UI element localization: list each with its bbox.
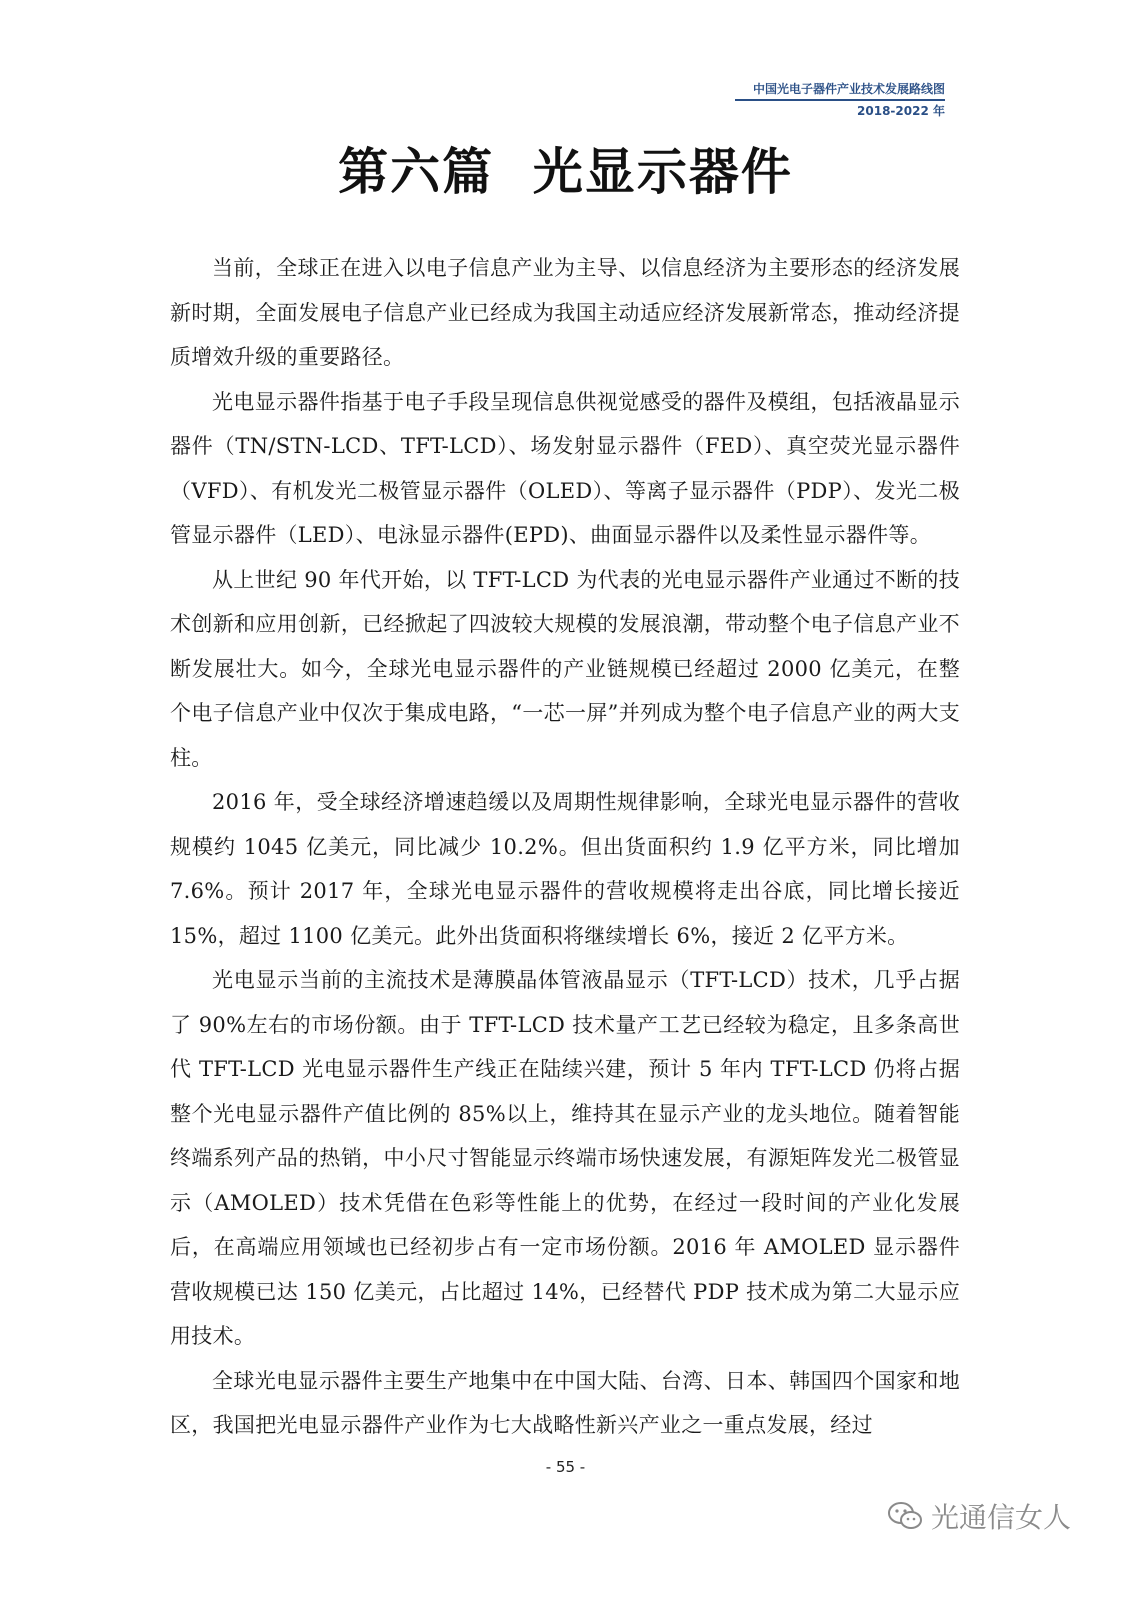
paragraph: 光电显示当前的主流技术是薄膜晶体管液晶显示（TFT-LCD）技术，几乎占据了 90%左右的市场份额。由于 TFT-LCD 技术量产工艺已经较为稳定，且多条高世代 TFT-LCD 光电显示器件生产线正在陆续兴建，预计 5 年内 TFT-LCD 仍将占据整个光电显示器件产值比例的 85%以上，维持其在显示产业的龙头地位。随着智能终端系列产品的热销，中小尺寸智能显示终端市场快速发展，有源矩阵发光二极管显示（AMOLED）技术凭借在色彩等性能上的优势，在经过一段时间的产业化发展后，在高端应用领域也已经初步占有一定市场份额。2016 年 AMOLED 显示器件营收规模已达 150 亿美元，占比超过 14%，已经替代 PDP 技术成为第二大显示应用技术。 <box>170 968 960 1348</box>
paragraph: 全球光电显示器件主要生产地集中在中国大陆、台湾、日本、韩国四个国家和地区，我国把光电显示器件产业作为七大战略性新兴产业之一重点发展，经过 <box>170 1368 960 1437</box>
header-title: 中国光电子器件产业技术发展路线图 <box>752 82 945 96</box>
running-header <box>735 80 945 120</box>
watermark-text: 光通信女人 <box>930 1501 1071 1534</box>
page-number: - 55 - <box>545 1458 586 1476</box>
body-text <box>170 246 960 1448</box>
paragraph: 2016 年，受全球经济增速趋缓以及周期性规律影响，全球光电显示器件的营收规模约 1045 亿美元，同比减少 10.2%。但出货面积约 1.9 亿平方米，同比增加 7.6%。预计 2017 年，全球光电显示器件的营收规模将走出谷底，同比增长接近 15%，超过 1100 亿美元。此外出货面积将继续增长 6%，接近 2 亿平方米。 <box>170 790 960 948</box>
chapter-title: 第六篇 光显示器件 <box>338 143 793 201</box>
paragraph: 当前，全球正在进入以电子信息产业为主导、以信息经济为主要形态的经济发展新时期，全面发展电子信息产业已经成为我国主动适应经济发展新常态，推动经济提质增效升级的重要路径。 <box>170 256 960 369</box>
paragraph: 从上世纪 90 年代开始，以 TFT-LCD 为代表的光电显示器件产业通过不断的技术创新和应用创新，已经掀起了四波较大规模的发展浪潮，带动整个电子信息产业不断发展壮大。如今，全球光电显示器件的产业链规模已经超过 2000 亿美元，在整个电子信息产业中仅次于集成电路，“一芯一屏”并列成为整个电子信息产业的两大支柱。 <box>170 567 960 770</box>
header-years: 2018-2022 年 <box>857 104 945 118</box>
wechat-icon <box>887 1501 923 1531</box>
header-divider <box>735 99 945 101</box>
paragraph: 光电显示器件指基于电子手段呈现信息供视觉感受的器件及模组，包括液晶显示器件（TN/STN-LCD、TFT-LCD）、场发射显示器件（FED）、真空荧光显示器件（VFD）、有机发光二极管显示器件（OLED）、等离子显示器件（PDP）、发光二极管显示器件（LED）、电泳显示器件(EPD)、曲面显示器件以及柔性显示器件等。 <box>170 389 960 547</box>
watermark <box>887 1496 1071 1536</box>
